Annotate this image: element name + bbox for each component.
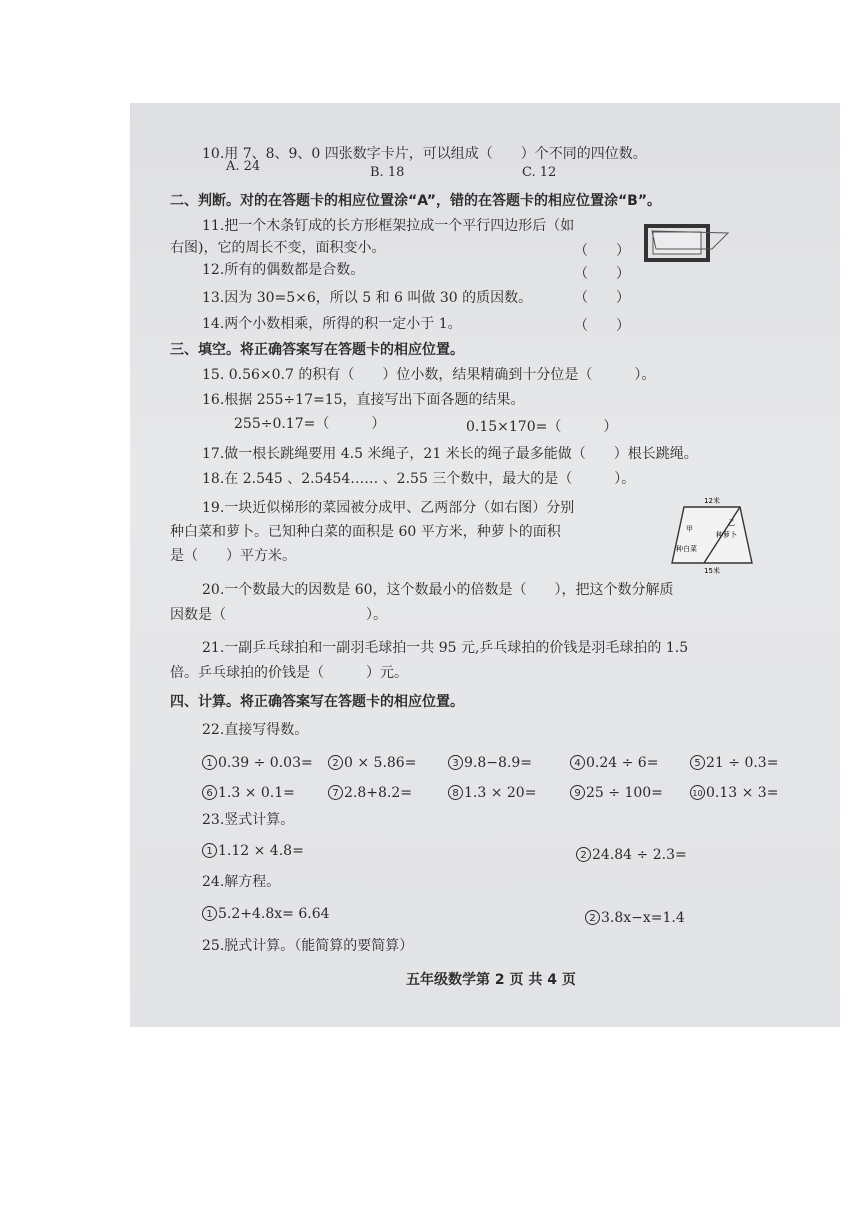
question-21: 21.一副乒乓球拍和一副羽毛球拍一共 95 元,乒乓球拍的价钱是羽毛球拍的 1.5	[202, 640, 689, 656]
q12-answer-paren: （ ）	[574, 266, 630, 282]
question-11-cont: 右图)，它的周长不变，面积变小。	[170, 240, 386, 256]
question-24: 24.解方程。	[202, 874, 281, 890]
oral-item	[328, 754, 416, 772]
oral-item	[570, 784, 663, 802]
vertical-calc-expression: 1.12 × 4.8=	[218, 843, 304, 859]
q14-answer-paren: （ ）	[574, 318, 630, 334]
q10-option-b: B. 18	[370, 165, 405, 180]
region-jia-label: 甲	[686, 525, 693, 533]
section-2-heading: 二、判断。对的在答题卡的相应位置涂“A”，错的在答题卡的相应位置涂“B”。	[170, 193, 662, 209]
circled-number: 8	[448, 785, 463, 800]
rectangle-inner	[653, 232, 701, 254]
question-16-b: 0.15×170=（ ）	[466, 419, 618, 435]
question-13: 13.因为 30=5×6，所以 5 和 6 叫做 30 的质因数。	[202, 290, 533, 306]
question-23: 23.竖式计算。	[202, 812, 295, 828]
circled-number: 6	[202, 785, 217, 800]
question-17: 17.做一根长跳绳要用 4.5 米绳子，21 米长的绳子最多能做（ ）根长跳绳。	[202, 446, 698, 462]
bottom-length-label: 15米	[704, 567, 720, 575]
question-16: 16.根据 255÷17=15，直接写出下面各题的结果。	[202, 392, 525, 408]
trapezoid-outline	[672, 507, 752, 563]
question-18: 18.在 2.545 、2.5454…… 、2.55 三个数中，最大的是（ ）。	[202, 471, 636, 487]
region-yi-label: 乙	[728, 519, 735, 527]
question-19-cont-1: 种白菜和萝卜。已知种白菜的面积是 60 平方米，种萝卜的面积	[170, 524, 561, 540]
question-15: 15. 0.56×0.7 的积有（ ）位小数，结果精确到十分位是（ ）。	[202, 367, 656, 383]
question-22: 22.直接写得数。	[202, 722, 309, 738]
oral-item	[448, 754, 532, 772]
circled-number: 2	[576, 847, 591, 862]
oral-expression: 1.3 × 20=	[464, 785, 537, 801]
question-16-a: 255÷0.17=（ ）	[234, 416, 386, 432]
vertical-calc-item	[576, 846, 687, 864]
question-10: 10.用 7、8、9、0 四张数字卡片，可以组成（ ）个不同的四位数。	[202, 146, 647, 162]
q10-option-a: A. 24	[226, 159, 261, 174]
oral-expression: 9.8−8.9=	[464, 755, 532, 771]
top-length-label: 12米	[704, 497, 720, 505]
oral-expression: 0.24 ÷ 6=	[586, 755, 659, 771]
question-21-cont: 倍。乒乓球拍的价钱是（ ）元。	[170, 665, 408, 681]
question-19: 19.一块近似梯形的菜园被分成甲、乙两部分（如右图）分别	[202, 500, 575, 516]
question-25: 25.脱式计算。（能简算的要简算）	[202, 938, 414, 954]
vertical-calc-expression: 24.84 ÷ 2.3=	[592, 847, 687, 863]
equation-expression: 5.2+4.8x= 6.64	[218, 906, 330, 922]
circled-number: 1	[202, 843, 217, 858]
page-footer: 五年级数学第 2 页 共 4 页	[406, 972, 576, 988]
oral-item	[570, 754, 658, 772]
circled-number: 2	[328, 755, 343, 770]
vertical-calc-item	[202, 842, 304, 860]
luobo-label: 种萝卜	[716, 531, 737, 539]
circled-number: 5	[690, 755, 705, 770]
oral-item	[202, 754, 313, 772]
question-12: 12.所有的偶数都是合数。	[202, 262, 365, 278]
question-19-cont-2: 是（ ）平方米。	[170, 548, 296, 564]
oral-expression: 2.8+8.2=	[344, 785, 412, 801]
oral-expression: 1.3 × 0.1=	[218, 785, 295, 801]
oral-expression: 25 ÷ 100=	[586, 785, 663, 801]
baicai-label: 种白菜	[676, 545, 697, 553]
circled-number: 10	[690, 785, 705, 800]
circled-number: 2	[585, 910, 600, 925]
parallelogram-frame-figure	[642, 219, 732, 265]
question-20-cont: 因数是（ ）。	[170, 607, 387, 623]
oral-item	[690, 754, 778, 772]
circled-number: 4	[570, 755, 585, 770]
q10-option-c: C. 12	[522, 165, 557, 180]
circled-number: 1	[202, 755, 217, 770]
trapezoid-garden-figure	[666, 493, 762, 575]
q11-answer-paren: （ ）	[574, 243, 630, 259]
question-20: 20.一个数最大的因数是 60，这个数最小的倍数是（ ），把这个数分解质	[202, 582, 674, 598]
oral-item	[328, 784, 412, 802]
equation-expression: 3.8x−x=1.4	[601, 910, 685, 926]
oral-expression: 0.13 × 3=	[706, 785, 779, 801]
exam-page	[130, 103, 840, 1027]
oral-expression: 0 × 5.86=	[344, 755, 417, 771]
circled-number: 9	[570, 785, 585, 800]
oral-expression: 21 ÷ 0.3=	[706, 755, 779, 771]
circled-number: 7	[328, 785, 343, 800]
circled-number: 3	[448, 755, 463, 770]
oral-expression: 0.39 ÷ 0.03=	[218, 755, 313, 771]
question-14: 14.两个小数相乘，所得的积一定小于 1。	[202, 316, 462, 332]
equation-item	[202, 905, 330, 923]
question-11: 11.把一个木条钉成的长方形框架拉成一个平行四边形后（如	[202, 218, 575, 234]
equation-item	[585, 909, 685, 927]
q13-answer-paren: （ ）	[574, 290, 630, 306]
section-3-heading: 三、填空。将正确答案写在答题卡的相应位置。	[170, 342, 464, 358]
oral-item	[690, 784, 778, 802]
oral-item	[448, 784, 536, 802]
circled-number: 1	[202, 906, 217, 921]
oral-item	[202, 784, 295, 802]
section-4-heading: 四、计算。将正确答案写在答题卡的相应位置。	[170, 694, 464, 710]
